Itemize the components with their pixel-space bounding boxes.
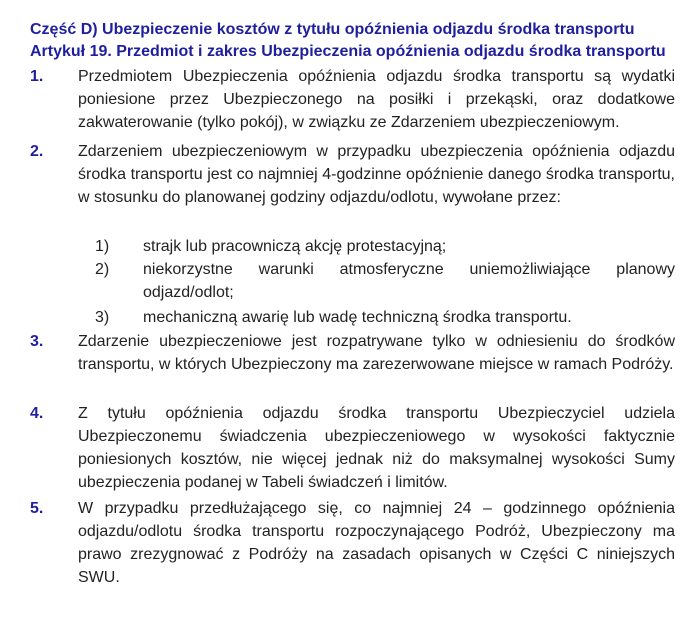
item-text: Zdarzenie ubezpieczeniowe jest rozpatrywane tylko w odniesieniu do środków transportu, w których Ubezpieczony ma zarezerwowane miejsce w ramach Podróży. [78,333,675,373]
list-item [30,330,675,376]
item-number: 5. [30,500,44,517]
sub-list-item [95,235,675,258]
article-heading: Artykuł 19. Przedmiot i zakres Ubezpieczenia opóźnienia odjazdu środka transportu [30,43,666,60]
item-text: Zdarzeniem ubezpieczeniowym w przypadku ubezpieczenia opóźnienia odjazdu środka transportu jest co najmniej 4-godzinne opóźnienie danego środka transportu, w stosunku do planowanej godziny odjazdu/odlotu, wywołane przez: [78,143,675,206]
item-number: 2. [30,143,44,160]
subitem-number: 2) [95,261,110,278]
list-item [30,402,675,494]
list-item [30,65,675,134]
list-item [30,497,675,589]
item-text: Z tytułu opóźnienia odjazdu środka transportu Ubezpieczyciel udziela Ubezpieczonemu świadczenia ubezpieczeniowego w wysokości faktycznie poniesionych kosztów, nie więcej jednak niż do maksymalnej wysokości Sumy ubezpieczenia podanej w Tabeli świadczeń i limitów. [78,405,675,491]
item-text: W przypadku przedłużającego się, co najmniej 24 – godzinnego opóźnienia odjazdu/odlotu środka transportu rozpoczynającego Podróż, Ubezpieczony ma prawo zrezygnować z Podróży na zasadach opisanych w Części C niniejszych SWU. [78,500,675,586]
sub-list-item [95,258,675,304]
item-number: 4. [30,405,44,422]
item-text: Przedmiotem Ubezpieczenia opóźnienia odjazdu środka transportu są wydatki poniesione przez Ubezpieczonego na posiłki i przekąski, oraz dodatkowe zakwaterowanie (tylko pokój), w związku ze Zdarzeniem ubezpieczeniowym. [78,68,675,131]
list-item [30,140,675,209]
subitem-text: strajk lub pracowniczą akcję protestacyjną; [143,238,447,255]
subitem-number: 1) [95,238,110,255]
subitem-text: mechaniczną awarię lub wadę techniczną środka transportu. [143,309,572,326]
item-number: 1. [30,68,44,85]
subitem-text: niekorzystne warunki atmosferyczne uniemożliwiające planowy odjazd/odlot; [143,261,675,301]
subitem-number: 3) [95,309,110,326]
item-number: 3. [30,333,44,350]
sub-list-item [95,306,675,329]
section-heading: Część D) Ubezpieczenie kosztów z tytułu opóźnienia odjazdu środka transportu [30,21,635,38]
